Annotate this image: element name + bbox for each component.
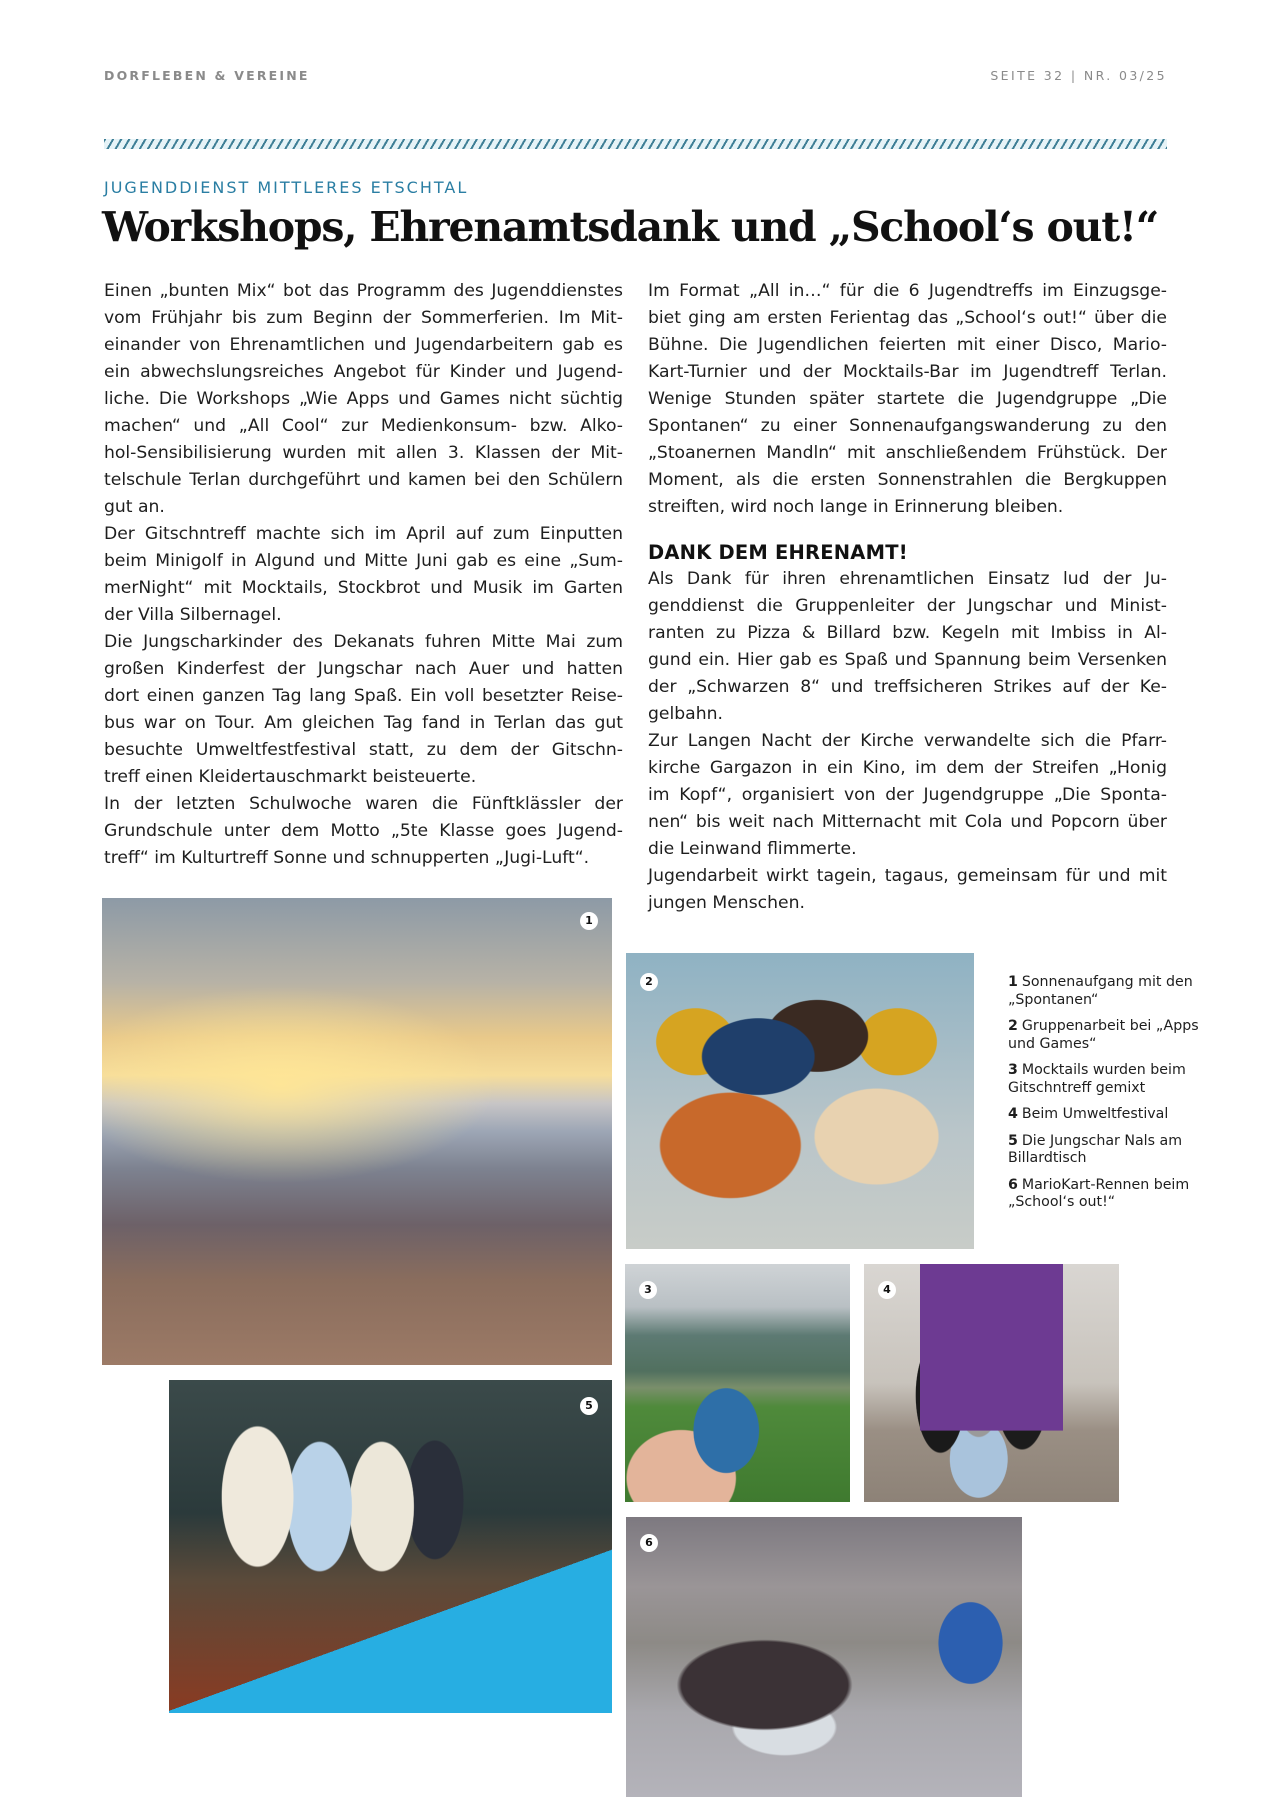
photo-1 [102,898,612,1365]
running-head-page-info: SEITE 32 | NR. 03/25 [990,68,1167,83]
text-line: der Villa Silbernagel. [104,605,282,625]
text-line: telschule Terlan durchgeführt und kamen bei den Schülern [104,470,623,490]
photo-5 [169,1380,612,1713]
caption-2: 2 Gruppenarbeit bei „Apps und Games“ [1008,1018,1199,1052]
left-column [104,278,623,872]
photo-4 [864,1264,1119,1502]
text-line: Die Jungscharkinder des Dekanats fuhren Mitte Mai zum [104,632,623,652]
text-line: jungen Menschen. [648,893,805,913]
text-line: merNight“ mit Mocktails, Stockbrot und Musik im Garten [104,578,623,598]
photo-captions [1008,974,1218,1221]
text-line: die Leinwand flimmerte. [648,839,857,859]
text-line: biet ging am ersten Ferientag das „School‘s out!“ über die [648,308,1167,328]
text-line: gut an. [104,497,165,517]
text-line: Als Dank für ihren ehrenamtlichen Einsatz lud der Ju- [648,569,1167,589]
text-line: kirche Gargazon in ein Kino, im dem der Streifen „Honig [648,758,1167,778]
right-column [648,278,1167,917]
text-line: dort einen ganzen Tag lang Spaß. Ein voll besetzter Reise- [104,686,623,706]
photo-number-badge: 4 [878,1281,896,1299]
text-line: Im Format „All in…“ für die 6 Jugendtreffs im Einzugsge- [648,281,1167,301]
text-line: Kart-Turnier und der Mocktails-Bar im Jugendtreff Terlan. [648,362,1167,382]
text-line: beim Minigolf in Algund und Mitte Juni gab es eine „Sum- [104,551,623,571]
text-line: Spontanen“ zu einer Sonnenaufgangswanderung zu den [648,416,1167,436]
text-line: einander von Ehrenamtlichen und Jugendarbeitern gab es [104,335,623,355]
text-line: treff“ im Kulturtreff Sonne und schnupperten „Jugi-Luft“. [104,848,590,868]
text-line: „Stoanernen Mandln“ mit anschließendem Frühstück. Der [648,443,1167,463]
subheading: DANK DEM EHRENAMT! [648,541,908,564]
photo-number-badge: 6 [640,1534,658,1552]
caption-5: 5 Die Jungschar Nals am Billardtisch [1008,1132,1183,1166]
running-head-section: DORFLEBEN & VEREINE [104,68,310,83]
text-line: ein abwechslungsreiches Angebot für Kinder und Jugend- [104,362,623,382]
caption-1: 1 Sonnenaufgang mit den „Spontanen“ [1008,974,1193,1008]
text-line: genddienst die Gruppenleiter der Jungschar und Minist- [648,596,1167,616]
photo-number-badge: 3 [639,1281,657,1299]
text-line: bus war on Tour. Am gleichen Tag fand in Terlan das gut [104,713,623,733]
text-line: liche. Die Workshops „Wie Apps und Games nicht süchtig [104,389,623,409]
photo-number-badge: 5 [580,1397,598,1415]
text-line: In der letzten Schulwoche waren die Fünftklässler der [104,794,623,814]
text-line: großen Kinderfest der Jungschar nach Auer und hatten [104,659,623,679]
text-line: gelbahn. [648,704,723,724]
hatch-divider [104,139,1167,149]
photo-number-badge: 1 [580,912,598,930]
photo-2 [626,953,974,1249]
article-kicker: JUGENDDIENST MITTLERES ETSCHTAL [104,178,469,197]
text-line: Einen „bunten Mix“ bot das Programm des Jugenddienstes [104,281,623,301]
caption-4: 4 Beim Umweltfestival [1008,1106,1169,1122]
text-line: machen“ und „All Cool“ zur Medienkonsum- bzw. Alko- [104,416,623,436]
caption-3: 3 Mocktails wurden beim Gitschntreff gemixt [1008,1062,1186,1096]
text-line: nen“ bis weit nach Mitternacht mit Cola und Popcorn über [648,812,1167,832]
text-line: Zur Langen Nacht der Kirche verwandelte sich die Pfarr- [648,731,1167,751]
text-line: vom Frühjahr bis zum Beginn der Sommerferien. Im Mit- [104,308,623,328]
text-line: Jugendarbeit wirkt tagein, tagaus, gemeinsam für und mit [648,866,1167,886]
text-line: besuchte Umweltfestfestival statt, zu dem der Gitschn- [104,740,623,760]
text-line: Moment, als die ersten Sonnenstrahlen die Bergkuppen [648,470,1167,490]
text-line: Der Gitschntreff machte sich im April auf zum Einputten [104,524,623,544]
text-line: gund ein. Hier gab es Spaß und Spannung beim Versenken [648,650,1167,670]
article-title: Workshops, Ehrenamtsdank und „School‘s out!“ [102,203,1159,251]
photo-6 [626,1517,1022,1797]
text-line: treff einen Kleidertauschmarkt beisteuerte. [104,767,477,787]
text-line: der „Schwarzen 8“ und treffsicheren Strikes auf der Ke- [648,677,1167,697]
photo-number-badge: 2 [640,973,658,991]
text-line: im Kopf“, organisiert von der Jugendgruppe „Die Sponta- [648,785,1167,805]
text-line: streiften, wird noch lange in Erinnerung bleiben. [648,497,1064,517]
text-line: Grundschule unter dem Motto „5te Klasse goes Jugend- [104,821,623,841]
photo-3 [625,1264,850,1502]
text-line: Bühne. Die Jugendlichen feierten mit einer Disco, Mario- [648,335,1167,355]
caption-6: 6 MarioKart-Rennen beim „School‘s out!“ [1008,1176,1190,1210]
text-line: ranten zu Pizza & Billard bzw. Kegeln mit Imbiss in Al- [648,623,1167,643]
text-line: hol-Sensibilisierung wurden mit allen 3. Klassen der Mit- [104,443,623,463]
text-line: Wenige Stunden später startete die Jugendgruppe „Die [648,389,1167,409]
